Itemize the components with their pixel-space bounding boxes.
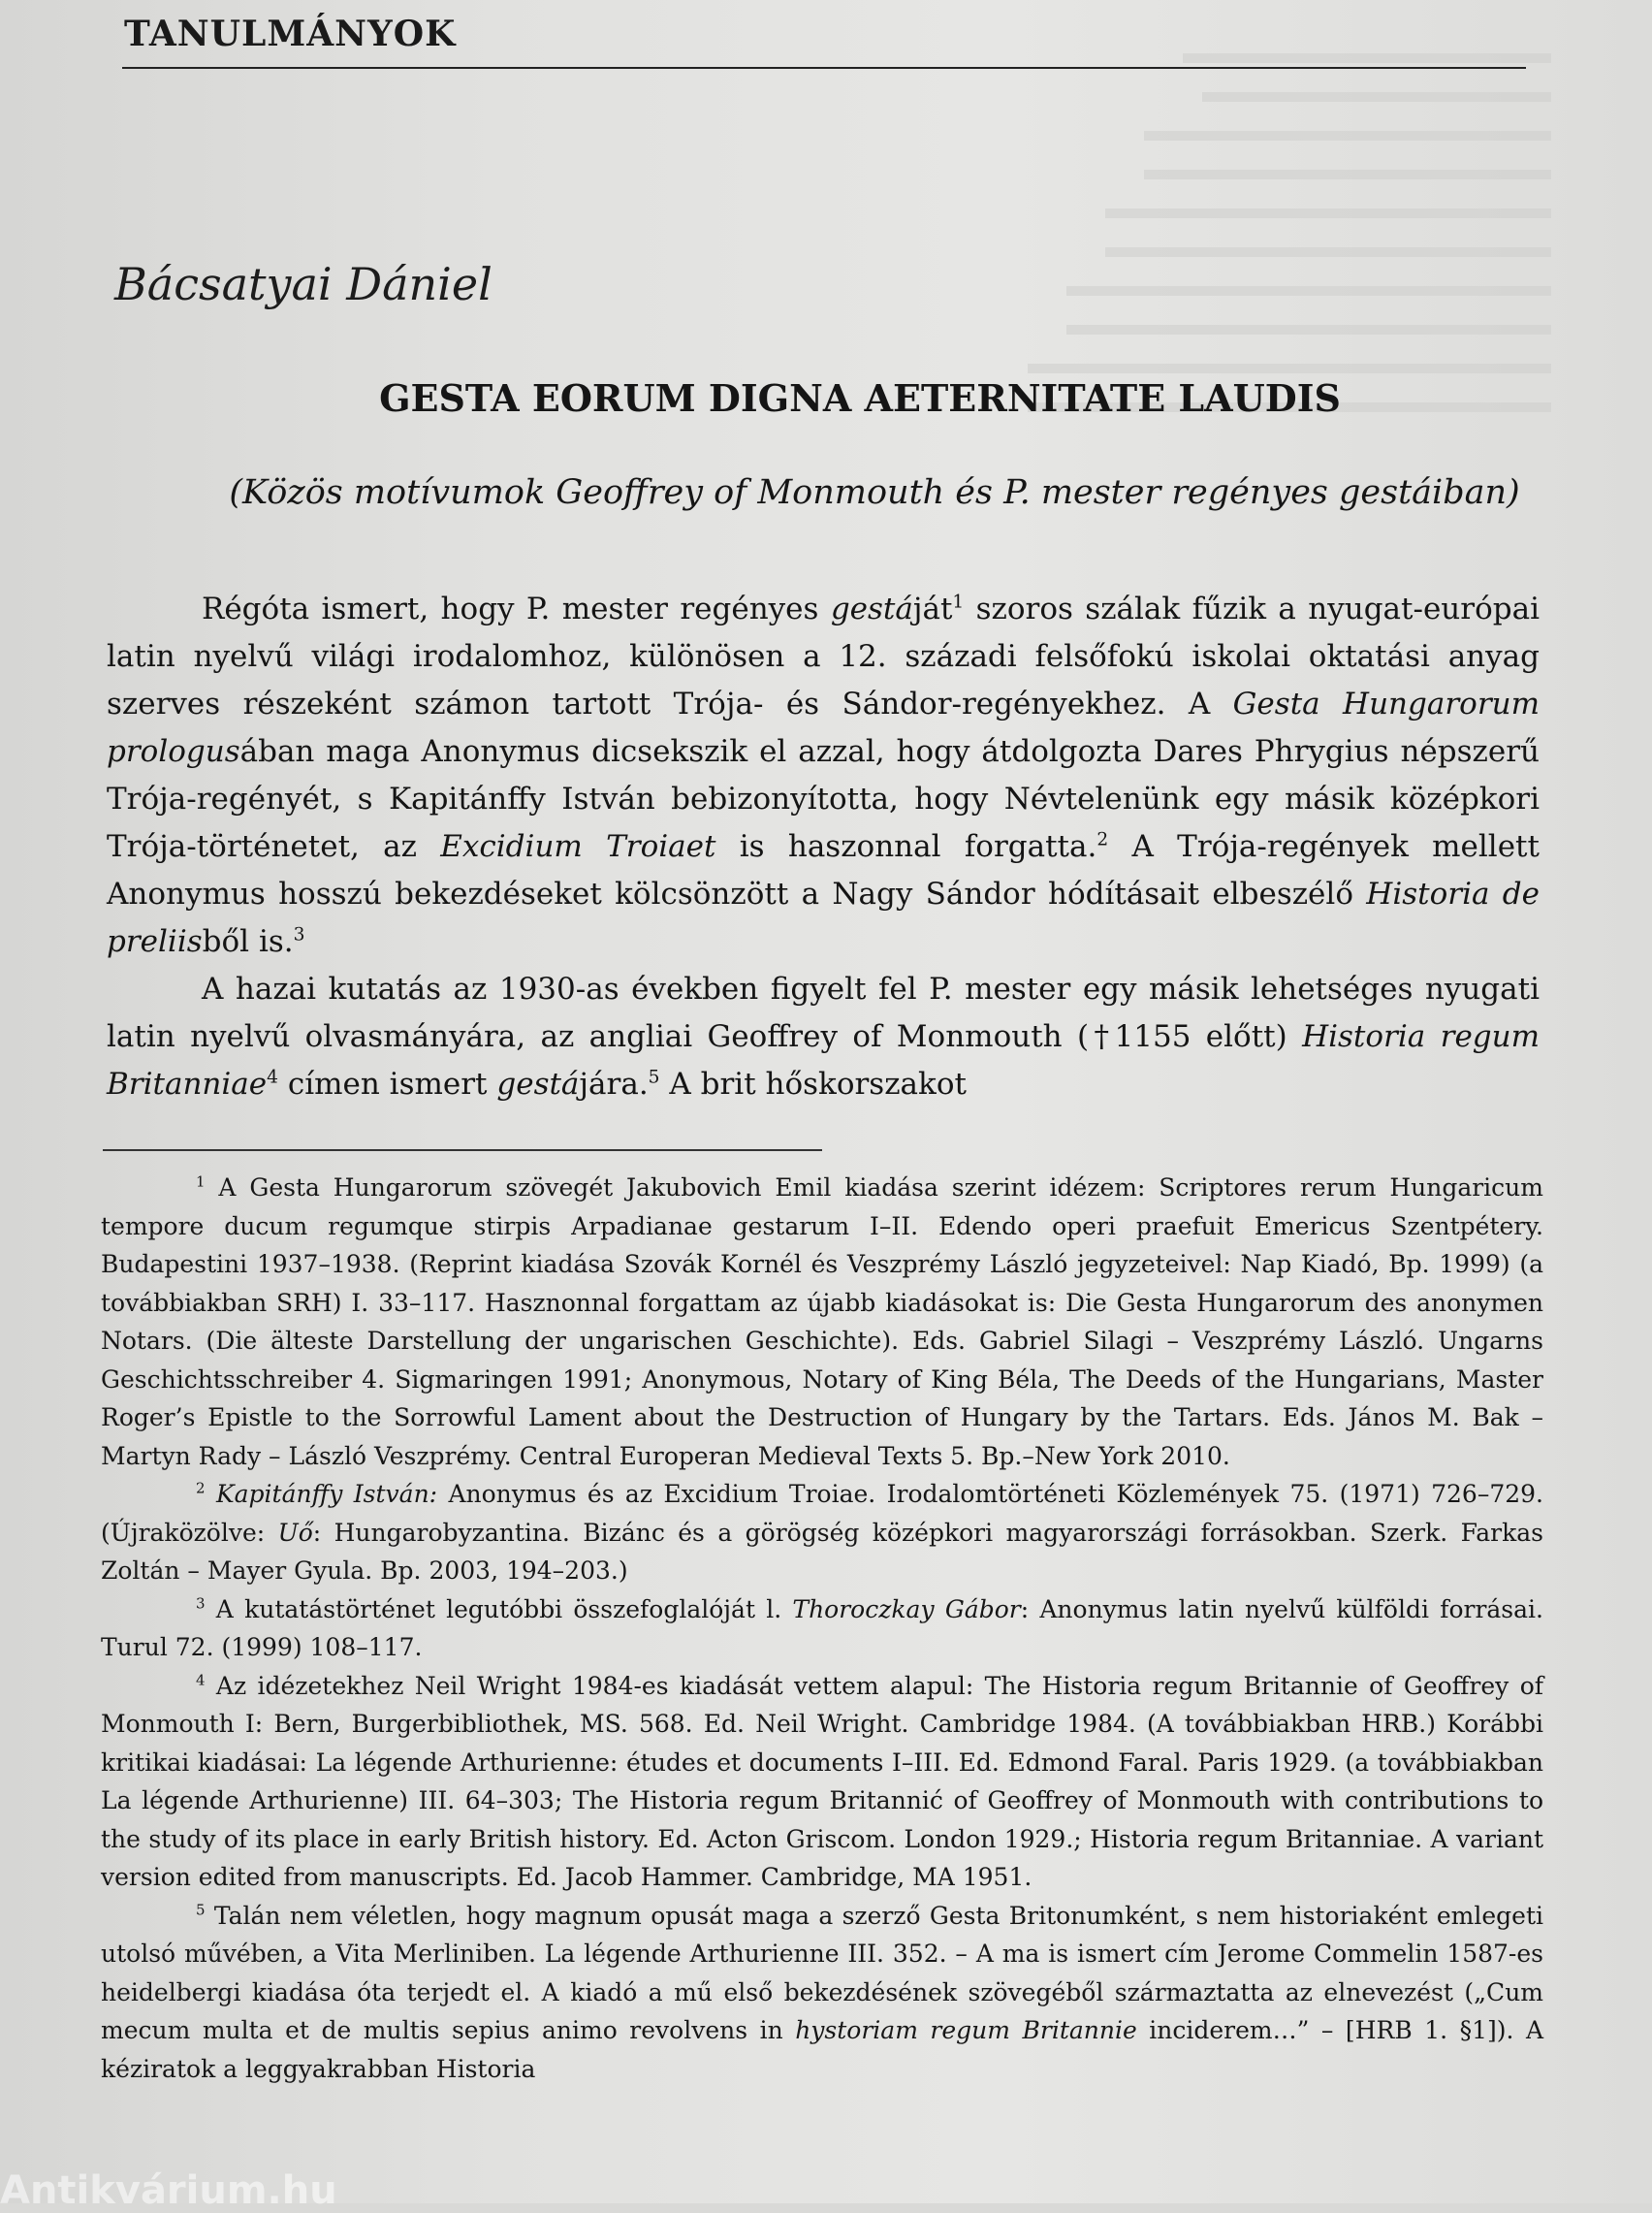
footnote-text: inciderem…” – [HRB 1. §1]). A kéziratok a leggyakrabban Historia bbox=[101, 2016, 1544, 2083]
text-span: is haszonnal forgatta. bbox=[715, 829, 1097, 864]
footnote-ref[interactable]: 1 bbox=[952, 592, 965, 613]
article-subtitle: (Közös motívumok Geoffrey of Monmouth és P. mester regényes gestáiban) bbox=[229, 473, 1520, 512]
footnote-text: Talán nem véletlen, hogy magnum opusát maga a szerző Gesta Britonumként, s nem historiaként emlegeti utolsó művében, a Vita Merliniben. La légende Arthurienne III. 352. – A ma is ismert cím Jerome Commelin 1587-es heidelbergi kiadása óta terjedt el. A kiadó a mű első bekezdésének szövegéből származtatta az elnevezést („Cum mecum multa et de multis sepius animo revolvens in bbox=[101, 1901, 1543, 2044]
text-span: ből is. bbox=[202, 924, 294, 959]
footnote-number: 4 bbox=[196, 1671, 206, 1689]
text-span: Régóta ismert, hogy P. mester regényes bbox=[202, 592, 831, 626]
paragraph-2 bbox=[107, 966, 1540, 1108]
footnote-1 bbox=[101, 1169, 1543, 1475]
footnote-text: : Hungarobyzantina. Bizánc és a görögség középkori magyarországi forrásokban. Szerk. Farkas Zoltán – Mayer Gyula. Bp. 2003, 194–203.) bbox=[101, 1518, 1544, 1585]
header-rule bbox=[122, 67, 1526, 69]
body-text bbox=[107, 586, 1540, 1108]
footnote-ref[interactable]: 2 bbox=[1096, 829, 1109, 850]
text-span: A brit hőskorszakot bbox=[659, 1067, 967, 1102]
text-span: címen ismert bbox=[277, 1067, 497, 1102]
italic-span: Uő bbox=[277, 1518, 313, 1547]
footnote-ref[interactable]: 3 bbox=[293, 924, 305, 946]
footnote-text: A kutatástörténet legutóbbi összefoglalóját l. bbox=[205, 1594, 793, 1623]
text-span: A Trója-regények mellett Anonymus hosszú bekezdéseket kölcsönzött a Nagy Sándor hódításait elbeszélő bbox=[107, 829, 1540, 912]
italic-span: Historia regum Britanniae bbox=[107, 1019, 1540, 1102]
running-head: TANULMÁNYOK bbox=[124, 14, 457, 54]
italic-span: Gesta Hungarorum prologus bbox=[107, 687, 1540, 769]
footnote-number: 3 bbox=[196, 1594, 206, 1613]
text-span: jára. bbox=[579, 1067, 649, 1102]
footnote-2 bbox=[101, 1475, 1543, 1590]
footnote-text: : Anonymus latin nyelvű külföldi forrásai. Turul 72. (1999) 108–117. bbox=[101, 1594, 1543, 1661]
watermark: Antikvárium.hu bbox=[0, 2168, 337, 2213]
footnote-3 bbox=[101, 1590, 1543, 1667]
text-span: ában maga Anonymus dicsekszik el azzal, hogy átdolgozta Dares Phrygius népszerű Trója-regényét, s Kapitánffy István bebizonyította, hogy Névtelenünk egy másik középkori Trója-történetet, az bbox=[107, 734, 1540, 864]
footnote-text: Anonymus és az Excidium Troiae. Irodalomtörténeti Közlemények 75. (1971) 726–729. (Újraközölve: bbox=[101, 1480, 1543, 1547]
footnote-number: 2 bbox=[196, 1479, 206, 1497]
footnote-5 bbox=[101, 1897, 1543, 2089]
text-span: szoros szálak fűzik a nyugat-európai latin nyelvű világi irodalomhoz, különösen a 12. századi felsőfokú iskolai oktatási anyag szerves részeként számon tartott Trója- és Sándor-regényekhez. A bbox=[107, 592, 1540, 722]
text-span: A hazai kutatás az 1930-as években figyelt fel P. mester egy másik lehetséges nyugati latin nyelvű olvasmányára, az angliai Geoffrey of Monmouth (†1155 előtt) bbox=[107, 972, 1540, 1054]
italic-span: Thoroczkay Gábor bbox=[792, 1594, 1021, 1623]
italic-span: hystoriam regum Britannie bbox=[795, 2016, 1137, 2044]
text-span: ját bbox=[912, 592, 953, 626]
footnote-ref[interactable]: 5 bbox=[648, 1067, 660, 1088]
footnotes bbox=[101, 1169, 1543, 2088]
footnote-number: 5 bbox=[196, 1901, 206, 1919]
italic-span: Kapitánffy István: bbox=[215, 1480, 438, 1508]
footnote-text: A Gesta Hungarorum szövegét Jakubovich Emil kiadása szerint idézem: Scriptores rerum Hungaricum tempore ducum regumque stirpis Arpadianae gestarum I–II. Edendo operi praefuit Emericus Szentpétery. Budapestini 1937–1938. (Reprint kiadása Szovák Kornél és Veszprémy László jegyzeteivel: Nap Kiadó, Bp. 1999) (a továbbiakban SRH) I. 33–117. Hasznonnal forgattam az újabb kiadásokat is: Die Gesta Hungarorum des anonymen Notars. (Die älteste Darstellung der ungarischen Geschichte). Eds. Gabriel Silagi – Veszprémy László. Ungarns Geschichtsschreiber 4. Sigmaringen 1991; Anonymous, Notary of King Béla, The Deeds of the Hungarians, Master Roger’s Epistle to the Sorrowful Lament about the Destruction of Hungary by the Tartars. Eds. János M. Bak – Martyn Rady – László Veszprémy. Central Europeran Medieval Texts 5. Bp.–New York 2010. bbox=[101, 1173, 1543, 1470]
italic-span: gestá bbox=[496, 1067, 580, 1102]
footnote-number: 1 bbox=[196, 1172, 206, 1191]
footnote-text: Az idézetekhez Neil Wright 1984-es kiadását vettem alapul: The Historia regum Britannie of Geoffrey of Monmouth I: Bern, Burgerbibliothek, MS. 568. Ed. Neil Wright. Cambridge 1984. (A továbbiakban HRB.) Korábbi kritikai kiadásai: La légende Arthurienne: études et documents I–III. Ed. Edmond Faral. Paris 1929. (a továbbiakban La légende Arthurienne) III. 64–303; The Historia regum Britannić of Geoffrey of Monmouth with contributions to the study of its place in early British history. Ed. Acton Griscom. London 1929.; Historia regum Britanniae. A variant version edited from manuscripts. Ed. Jacob Hammer. Cambridge, MA 1951. bbox=[101, 1671, 1543, 1891]
footnote-rule bbox=[103, 1149, 822, 1151]
paragraph-1 bbox=[107, 586, 1540, 966]
article-title: GESTA EORUM DIGNA AETERNITATE LAUDIS bbox=[379, 376, 1341, 420]
italic-span: Excidium Troiaet bbox=[440, 829, 716, 864]
italic-span: Historia de preliis bbox=[107, 877, 1540, 959]
footnote-4 bbox=[101, 1667, 1543, 1897]
author-name: Bácsatyai Dániel bbox=[114, 258, 492, 310]
footnote-ref[interactable]: 4 bbox=[267, 1067, 278, 1088]
italic-span: gestá bbox=[830, 592, 913, 626]
